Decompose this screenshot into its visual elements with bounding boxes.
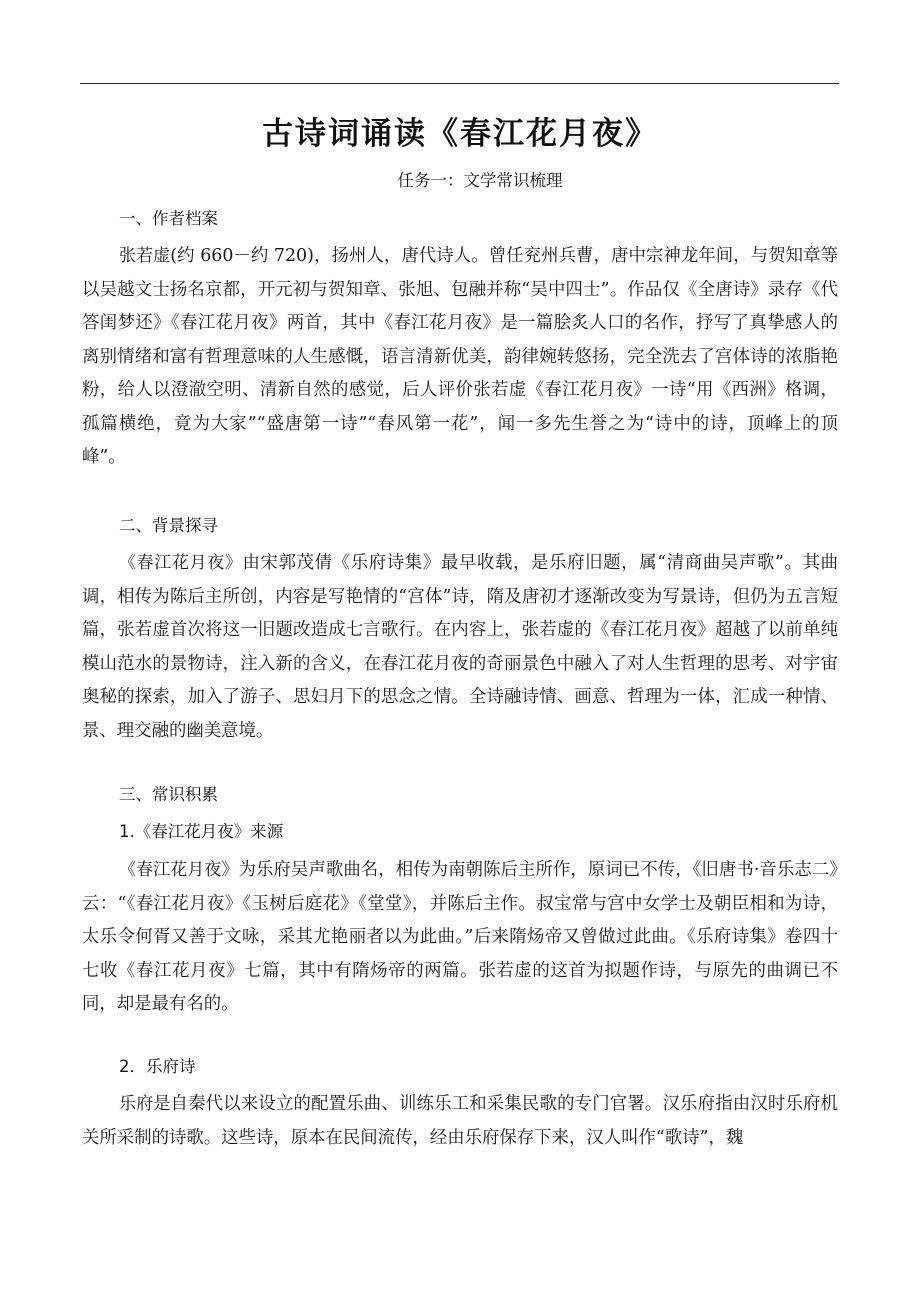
subsection-heading-source: 1.《春江花月夜》来源 bbox=[119, 822, 284, 841]
subsection-heading-yuefu: 2．乐府诗 bbox=[119, 1057, 196, 1076]
yuefu-lead: 乐府是 bbox=[119, 1094, 171, 1114]
page-title: 古诗词诵读《春江花月夜》 bbox=[262, 116, 658, 152]
background-text: 由宋郭茂倩《乐府诗集》最早收载，是乐府旧题，属“清商曲吴声歌”。其曲调，相传为陈后主所创，内容是写艳情的“宫体”诗，隋及唐初才逐渐改变为写景诗，但仍为五言短篇，张若虚首次将这一旧题改造成七言歌行。在内容上，张若虚的《春江花月夜》超越了以前单纯模山范水的景物诗，注入新的含义，在春江花月夜的奇丽景色中融入了对人生哲理的思考、对宇宙奥秘的探索，加入了游子、思妇月下的思念之情。全诗融诗情、画意、哲理为一体，汇成一种情、景、理交融的幽美意境。 bbox=[82, 553, 838, 741]
yuefu-text: 自秦代以来设立的配置乐曲、训练乐工和采集民歌的专门官署。汉乐府指由汉时乐府机关所采制的诗歌。这些诗，原本在民间流传，经由乐府保存下来，汉人叫作“歌诗”，魏 bbox=[82, 1094, 838, 1148]
task-heading: 任务一：文学常识梳理 bbox=[397, 171, 563, 190]
author-text: (约 660－约 720)，扬州人，唐代诗人。曾任兖州兵曹，唐中宗神龙年间，与贺知章等以吴越文士扬名京都，开元初与贺知章、张旭、包融并称“吴中四士”。作品仅《全唐诗》录存《代答闺梦还》《春江花月夜》两首，其中《春江花月夜》是一篇脍炙人口的名作，抒写了真挚感人的离别情绪和富有哲理意味的人生感慨，语言清新优美，韵律婉转悠扬，完全洗去了宫体诗的浓脂艳粉，给人以澄澈空明、清新自然的感觉，后人评价张若虚《春江花月夜》一诗“用《西洲》格调，孤篇横绝，竟为大家”“盛唐第一诗”“春风第一花”，闻一多先生誉之为“诗中的诗，顶峰上的顶峰”。 bbox=[82, 246, 839, 467]
section-heading-author: 一、作者档案 bbox=[119, 209, 218, 228]
yuefu-paragraph bbox=[82, 1088, 838, 1155]
background-lead: 《春江花月夜》 bbox=[119, 553, 243, 573]
section-heading-knowledge: 三、常识积累 bbox=[119, 785, 218, 804]
author-paragraph bbox=[82, 240, 838, 475]
source-text: 为乐府吴声歌曲名，相传为南朝陈后主所作，原词已不传，《旧唐书·音乐志二》云：“《春江花月夜》《玉树后庭花》《堂堂》，并陈后主作。叔宝常与宫中女学士及朝臣相和为诗，太乐令何胥又善于文咏，采其尤艳丽者以为此曲。”后来隋炀帝又曾做过此曲。《乐府诗集》卷四十七收《春江花月夜》七篇，其中有隋炀帝的两篇。张若虚的这首为拟题作诗，与原先的曲调已不同，却是最有名的。 bbox=[82, 860, 838, 1014]
header-rule bbox=[80, 83, 839, 84]
background-paragraph bbox=[82, 547, 838, 748]
author-name: 张若虚 bbox=[119, 246, 171, 266]
source-paragraph bbox=[82, 854, 838, 1022]
section-heading-background: 二、背景探寻 bbox=[119, 516, 218, 535]
source-lead: 《春江花月夜》 bbox=[119, 860, 239, 880]
